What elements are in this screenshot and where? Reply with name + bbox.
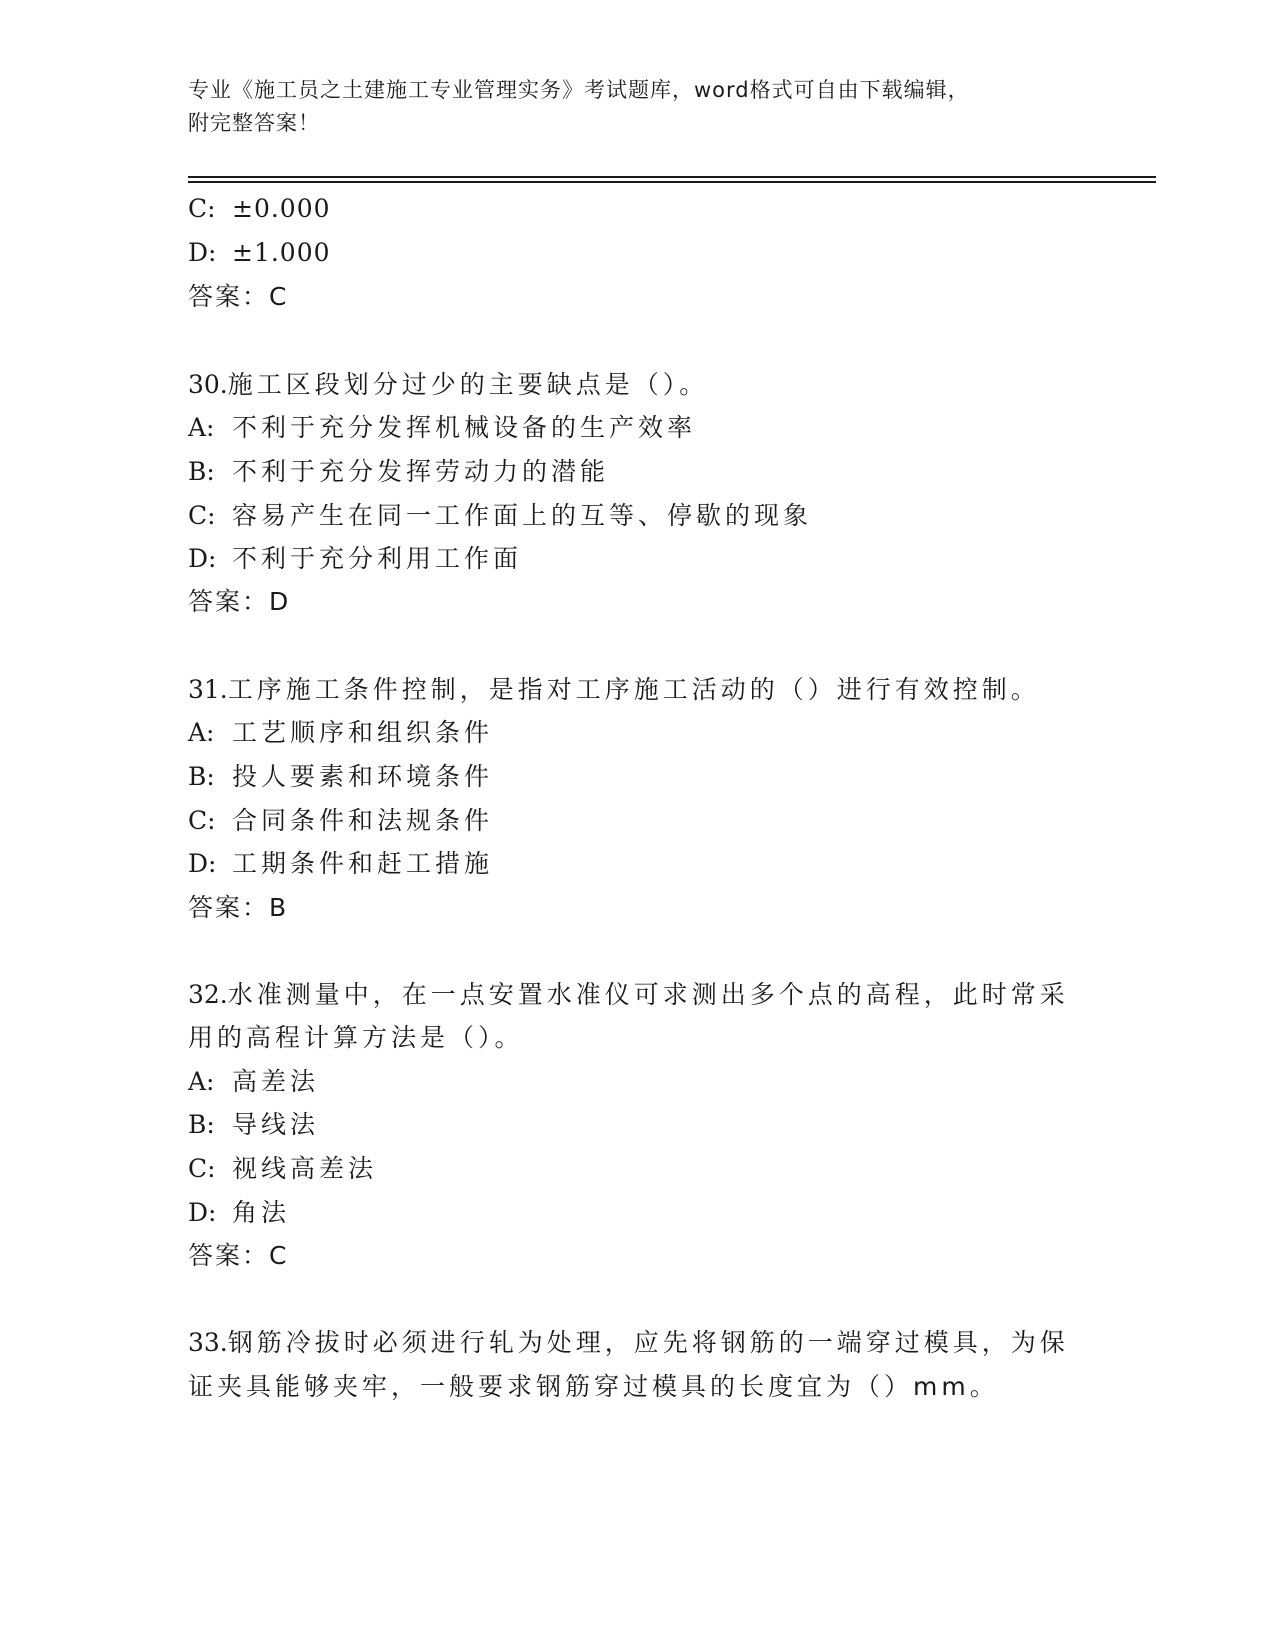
q30-option-c: C: 容易产生在同一工作面上的互等、停歇的现象	[188, 501, 813, 530]
q32-stem-line-2: 用的高程计算方法是（）。	[188, 1023, 524, 1052]
q30-answer: 答案：D	[188, 587, 291, 616]
q30-option-b: B: 不利于充分发挥劳动力的潜能	[188, 457, 610, 486]
q32-option-b: B: 导线法	[188, 1110, 320, 1139]
header-line-2: 附完整答案！	[188, 111, 320, 135]
q32-option-a: A: 高差法	[188, 1067, 320, 1096]
q32-stem-line-1: 32.水准测量中，在一点安置水准仪可求测出多个点的高程，此时常采	[188, 980, 1069, 1009]
q31-option-b: B: 投人要素和环境条件	[188, 762, 494, 791]
header-rule-bottom	[188, 181, 1156, 183]
document-header	[188, 74, 1088, 140]
q33-stem-line-2: 证夹具能够夹牢，一般要求钢筋穿过模具的长度宜为（）mm。	[188, 1372, 999, 1401]
q30-option-d: D: 不利于充分利用工作面	[188, 544, 523, 573]
prev-option-c: C: ±0.000	[188, 194, 331, 223]
q31-stem: 31.工序施工条件控制，是指对工序施工活动的（）进行有效控制。	[188, 675, 1040, 704]
q30-option-a: A: 不利于充分发挥机械设备的生产效率	[188, 413, 697, 442]
q31-option-a: A: 工艺顺序和组织条件	[188, 718, 494, 747]
q32-option-c: C: 视线高差法	[188, 1154, 378, 1183]
q32-answer: 答案：C	[188, 1241, 289, 1270]
header-line-1: 专业《施工员之土建施工专业管理实务》考试题库，word格式可自由下载编辑，	[188, 78, 970, 102]
q32-option-d: D: 角法	[188, 1198, 291, 1227]
q31-option-c: C: 合同条件和法规条件	[188, 806, 494, 835]
prev-option-d: D: ±1.000	[188, 238, 331, 267]
prev-answer: 答案：C	[188, 282, 289, 311]
q31-answer: 答案：B	[188, 893, 289, 922]
q31-option-d: D: 工期条件和赶工措施	[188, 849, 494, 878]
header-rule-top	[188, 176, 1156, 178]
q30-stem: 30.施工区段划分过少的主要缺点是（）。	[188, 370, 709, 399]
q33-stem-line-1: 33.钢筋冷拔时必须进行轧为处理，应先将钢筋的一端穿过模具，为保	[188, 1328, 1069, 1357]
